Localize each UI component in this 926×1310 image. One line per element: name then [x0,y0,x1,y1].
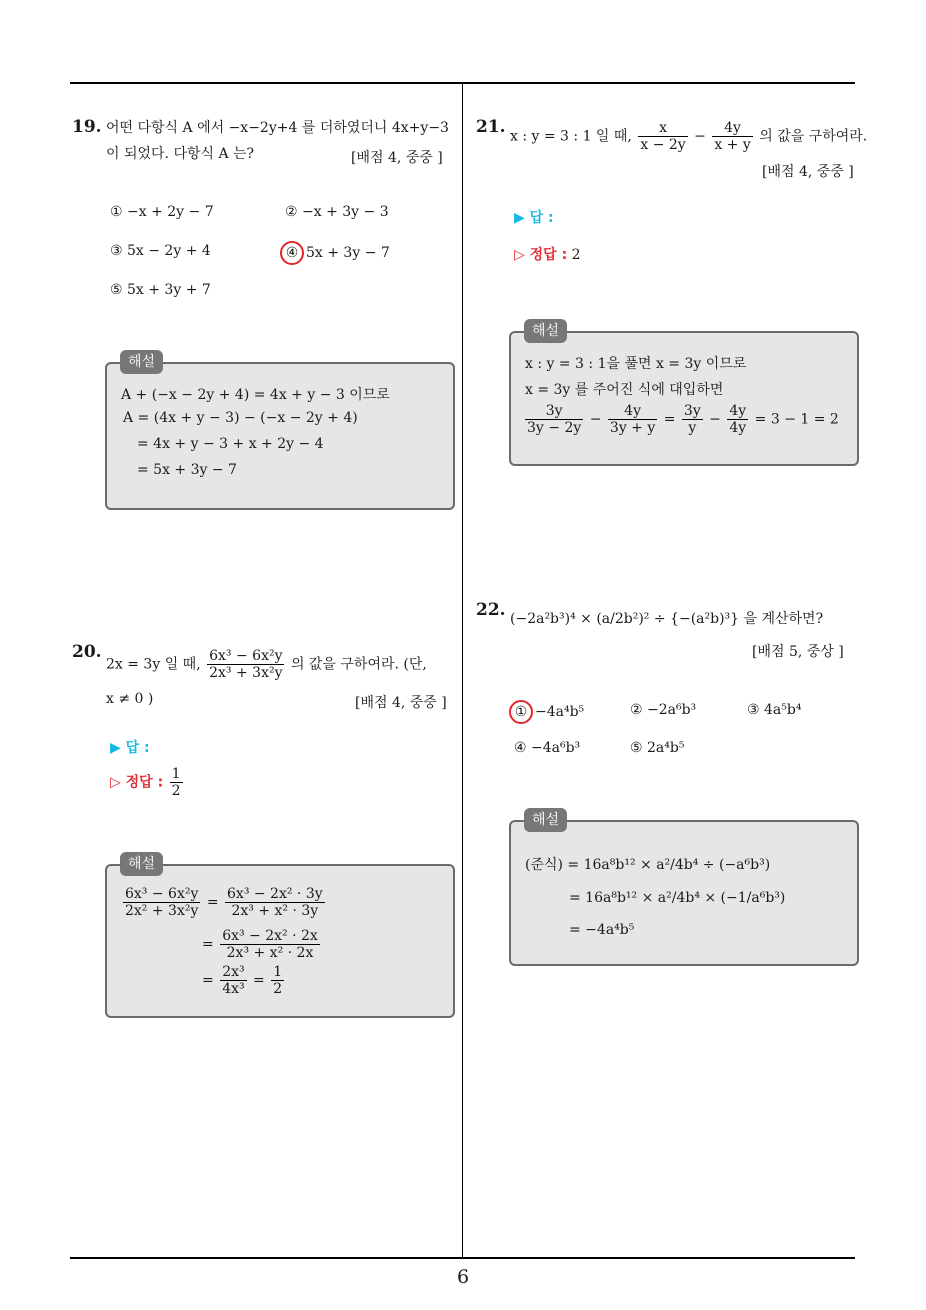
solution-line: $\frac{\text{6x³ − 6x²y}}{\text{2x² + 3x²y}}$ = $\frac{\text{6x³ − 2x² · 3y}}{\text{2x³ + x² · 3y}}$ [125,886,323,919]
solution-line: $\frac{3y}{3y - 2y}$ − $\frac{4y}{3y + y}$ = $\frac{3y}{y}$ − $\frac{4y}{4y}$ = 3 − 1 = 2 [527,403,839,436]
solution-line: = 5x + 3y − 7 [137,462,237,478]
fraction: $\frac{\text{6x³ − 6x²y}}{\text{2x³ + 3x²y}}$ [209,648,283,681]
solution-line: (준식) = 16a⁸b¹² × a²/4b⁴ ÷ (−a⁶b³) [525,857,771,873]
solution-line: A + (−x − 2y + 4) = 4x + y − 3 이므로 [121,387,390,403]
solution-tag: 해설 [120,350,163,374]
choice-4[interactable]: ④ −4a⁶b³ [514,740,581,756]
solution-line: = $\frac{\text{2x³}}{\text{4x³}}$ = $\frac{1}{2}$ [202,964,283,997]
solution-line: = −4a⁴b⁵ [569,922,635,938]
choice-5[interactable]: ⑤ 2a⁴b⁵ [630,740,685,756]
question-number: 19. [72,117,102,137]
question-text: 2x = 3y 일 때, $\frac{\text{6x³ − 6x²y}}{\text{2x³ + 3x²y}}$ 의 값을 구하여라. (단, [106,648,427,681]
solution-line: = $\frac{\text{6x³ − 2x² · 2x}}{\text{2x³ + x² · 2x}}$ [202,928,318,961]
solution-box [105,864,455,1018]
solution-box [509,820,859,966]
page-number: 6 [456,1266,470,1288]
solution-box [509,331,859,466]
solution-line: x = 3y 를 주어진 식에 대입하면 [525,382,724,398]
question-text: 어떤 다항식 A 에서 −x−2y+4 를 더하였더니 4x+y−3 [106,120,449,136]
score-label: [배점 4, 중중 ] [762,164,854,180]
question-text: 이 되었다. 다항식 A 는? [106,146,255,162]
solution-tag: 해설 [524,808,567,832]
solution-tag: 해설 [524,319,567,343]
solution-line: A = (4x + y − 3) − (−x − 2y + 4) [123,410,358,426]
choice-3[interactable]: ③ 4a⁵b⁴ [747,702,802,718]
solution-line: x : y = 3 : 1을 풀면 x = 3y 이므로 [525,356,747,372]
score-label: [배점 4, 중중 ] [355,695,447,711]
bottom-rule [70,1257,855,1259]
column-divider [462,84,463,1258]
choice-5[interactable]: ⑤ 5x + 3y + 7 [110,282,211,298]
score-label: [배점 4, 중중 ] [351,150,443,166]
question-number: 21. [476,117,506,137]
question-text: x : y = 3 : 1 일 때, $\frac{x}{x - 2y}$ − $\frac{4y}{x + y}$ 의 값을 구하여라. [510,120,868,153]
correct-answer: ▷ 정답 : 2 [514,247,581,263]
choice-2[interactable]: ② −x + 3y − 3 [285,204,389,220]
solution-line: = 16a⁸b¹² × a²/4b⁴ × (−1/a⁶b³) [569,890,786,906]
answer-input-label: ▶ 답 : [514,210,554,226]
marked-answer-circle: ④ [280,241,304,265]
solution-box [105,362,455,510]
question-text: (−2a²b³)⁴ × (a/2b²)² ÷ {−(a²b)³} 을 계산하면? [510,611,824,627]
marked-answer-circle: ① [509,700,533,724]
solution-tag: 해설 [120,852,163,876]
answer-input-label: ▶ 답 : [110,740,150,756]
question-number: 22. [476,600,506,620]
question-number: 20. [72,642,102,662]
choice-2[interactable]: ② −2a⁶b³ [630,702,697,718]
question-text: x ≠ 0 ) [106,691,154,707]
solution-line: = 4x + y − 3 + x + 2y − 4 [137,436,324,452]
score-label: [배점 5, 중상 ] [752,644,844,660]
choice-3[interactable]: ③ 5x − 2y + 4 [110,243,211,259]
choice-1[interactable]: ① −x + 2y − 7 [110,204,214,220]
choice-4[interactable]: ④ 5x + 3y − 7 [285,241,390,265]
correct-answer: ▷ 정답 : $\frac{1}{2}$ [110,766,181,799]
choice-1[interactable]: ① −4a⁴b⁵ [514,700,584,724]
